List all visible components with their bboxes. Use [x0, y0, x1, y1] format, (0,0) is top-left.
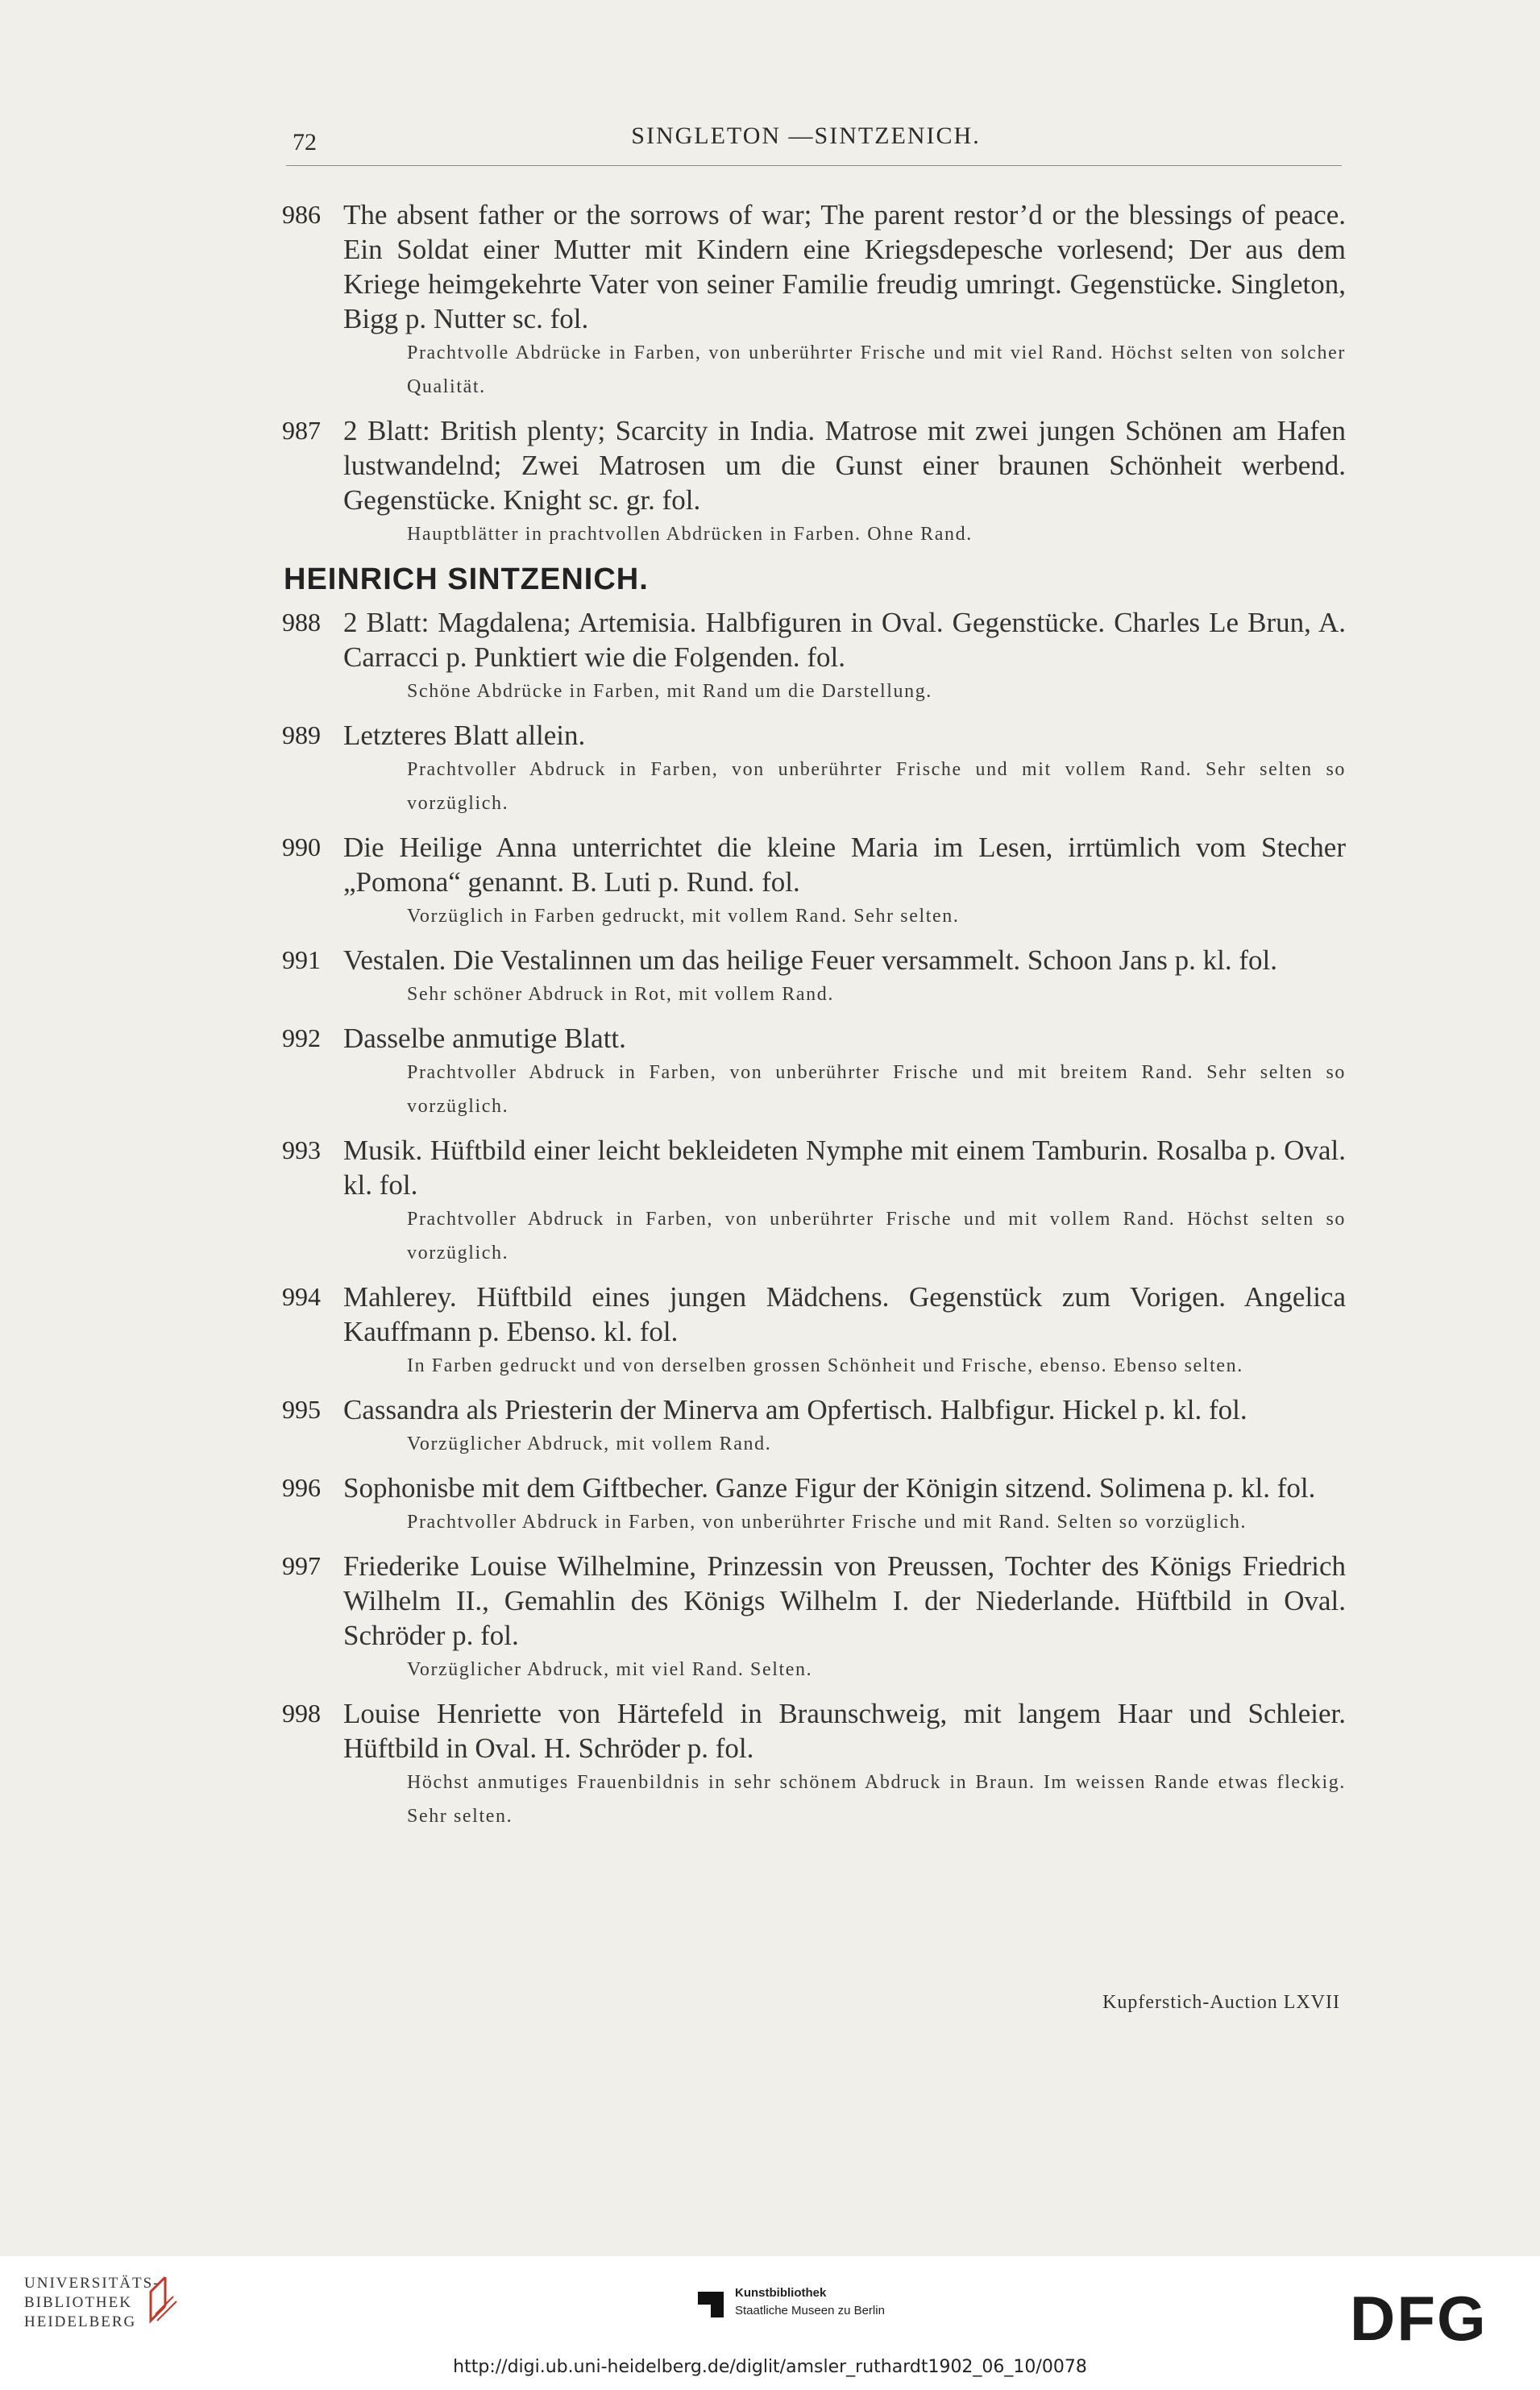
lot-entry — [282, 1549, 1346, 1687]
header-rule — [286, 165, 1342, 166]
lot-number: 992 — [282, 1023, 321, 1052]
lot-condition-note: Prachtvoller Abdruck in Farben, von unberührter Frische und mit vollem Rand. Höchst selten so vorzüglich. — [407, 1209, 1346, 1263]
lot-number: 995 — [282, 1395, 321, 1424]
lot-condition-note: Vorzüglicher Abdruck, mit vollem Rand. — [407, 1434, 772, 1454]
running-head: SINGLETON —SINTZENICH. — [631, 122, 981, 149]
lot-entry — [282, 830, 1346, 933]
lot-list-sintzenich — [282, 605, 1346, 1833]
lot-entry — [282, 1133, 1346, 1270]
lot-number: 997 — [282, 1551, 321, 1580]
lot-condition-note: Vorzüglicher Abdruck, mit viel Rand. Selten. — [407, 1659, 813, 1680]
lot-entry — [282, 1696, 1346, 1833]
lot-entry — [282, 718, 1346, 820]
auction-signature: Kupferstich-Auction LXVII — [1102, 1992, 1340, 2013]
lot-condition-note: In Farben gedruckt und von derselben grossen Schönheit und Frische, ebenso. Ebenso selten. — [407, 1355, 1243, 1376]
heidelberg-library-logo-icon — [141, 2274, 181, 2326]
lot-condition-note: Prachtvoller Abdruck in Farben, von unberührter Frische und mit Rand. Selten so vorzüglich. — [407, 1512, 1247, 1533]
lot-number: 993 — [282, 1135, 321, 1164]
lot-entry — [282, 943, 1346, 1011]
lot-number: 991 — [282, 945, 321, 974]
library-line: UNIVERSITÄTS- — [24, 2275, 160, 2292]
lot-entry — [282, 1280, 1346, 1383]
lot-description: Mahlerey. Hüftbild eines jungen Mädchens. Gegenstück zum Vorigen. Angelica Kauffmann p. Ebenso. kl. fol. — [343, 1281, 1346, 1347]
lot-entry — [282, 605, 1346, 708]
catalogue-content — [282, 197, 1346, 1843]
lot-number: 990 — [282, 832, 321, 861]
lot-condition-note: Höchst anmutiges Frauenbildnis in sehr schönem Abdruck in Braun. Im weissen Rande etwas fleckig. Sehr selten. — [407, 1772, 1346, 1827]
heidelberg-library-text — [24, 2274, 160, 2332]
lot-description: Louise Henriette von Härtefeld in Braunschweig, mit langem Haar und Schleier. Hüftbild in Oval. H. Schröder p. fol. — [343, 1698, 1346, 1764]
lot-number: 988 — [282, 608, 321, 637]
lot-condition-note: Vorzüglich in Farben gedruckt, mit vollem Rand. Sehr selten. — [407, 906, 960, 927]
lot-condition-note: Hauptblätter in prachtvollen Abdrücken in Farben. Ohne Rand. — [407, 524, 973, 545]
lot-number: 989 — [282, 720, 321, 749]
lot-description: Sophonisbe mit dem Giftbecher. Ganze Figur der Königin sitzend. Solimena p. kl. fol. — [343, 1472, 1316, 1504]
library-line: BIBLIOTHEK — [24, 2294, 132, 2311]
permalink[interactable]: http://digi.ub.uni-heidelberg.de/diglit/amsler_ruthardt1902_06_10/0078 — [453, 2357, 1087, 2377]
lot-condition-note: Prachtvolle Abdrücke in Farben, von unberührter Frische und mit viel Rand. Höchst selten von solcher Qualität. — [407, 342, 1346, 397]
lot-number: 987 — [282, 416, 321, 445]
lot-description: Dasselbe anmutige Blatt. — [343, 1023, 626, 1054]
kunstbibliothek-subtitle: Staatliche Museen zu Berlin — [735, 2304, 885, 2317]
lot-condition-note: Schöne Abdrücke in Farben, mit Rand um die Darstellung. — [407, 681, 932, 702]
lot-description: 2 Blatt: Magdalena; Artemisia. Halbfiguren in Oval. Gegenstücke. Charles Le Brun, A. Carracci p. Punktiert wie die Folgenden. fol. — [343, 607, 1346, 673]
lot-description: Letzteres Blatt allein. — [343, 720, 586, 751]
section-heading: HEINRICH SINTZENICH. — [284, 562, 649, 596]
lot-description: Cassandra als Priesterin der Minerva am Opfertisch. Halbfigur. Hickel p. kl. fol. — [343, 1394, 1247, 1425]
lot-number: 996 — [282, 1473, 321, 1502]
lot-condition-note: Prachtvoller Abdruck in Farben, von unberührter Frische und mit vollem Rand. Sehr selten so vorzüglich. — [407, 759, 1346, 814]
lot-number: 994 — [282, 1282, 321, 1311]
lot-description: Musik. Hüftbild einer leicht bekleideten Nymphe mit einem Tamburin. Rosalba p. Oval. kl. fol. — [343, 1135, 1346, 1201]
lot-description: 2 Blatt: British plenty; Scarcity in India. Matrose mit zwei jungen Schönen am Hafen lustwandelnd; Zwei Matrosen um die Gunst einer braunen Schönheit werbend. Gegenstücke. Knight sc. gr. fol. — [343, 415, 1346, 516]
lot-condition-note: Prachtvoller Abdruck in Farben, von unberührter Frische und mit breitem Rand. Sehr selten so vorzüglich. — [407, 1062, 1346, 1117]
lot-list-singleton — [282, 197, 1346, 551]
kunstbibliothek-logo-icon — [695, 2288, 727, 2321]
lot-description: Vestalen. Die Vestalinnen um das heilige Feuer versammelt. Schoon Jans p. kl. fol. — [343, 944, 1277, 976]
lot-entry — [282, 1392, 1346, 1461]
library-line: HEIDELBERG — [24, 2313, 137, 2330]
lot-number: 998 — [282, 1699, 321, 1728]
lot-number: 986 — [282, 200, 321, 229]
lot-entry — [282, 197, 1346, 404]
lot-condition-note: Sehr schöner Abdruck in Rot, mit vollem Rand. — [407, 984, 834, 1005]
lot-entry — [282, 1021, 1346, 1123]
page-number: 72 — [293, 129, 317, 156]
lot-entry — [282, 1471, 1346, 1539]
lot-description: Friederike Louise Wilhelmine, Prinzessin von Preussen, Tochter des Königs Friedrich Wilhelm II., Gemahlin des Königs Wilhelm I. der Niederlande. Hüftbild in Oval. Schröder p. fol. — [343, 1550, 1346, 1651]
kunstbibliothek-text — [735, 2284, 885, 2320]
lot-description: Die Heilige Anna unterrichtet die kleine Maria im Lesen, irrtümlich vom Stecher „Pomona“ genannt. B. Luti p. Rund. fol. — [343, 832, 1346, 898]
lot-description: The absent father or the sorrows of war; The parent restor’d or the blessings of peace. Ein Soldat einer Mutter mit Kindern eine Kriegsdepesche vorlesend; Der aus dem Kriege heimgekehrte Vater von seiner Familie freudig umringt. Gegenstücke. Singleton, Bigg p. Nutter sc. fol. — [343, 199, 1346, 334]
dfg-logo: DFG — [1350, 2283, 1488, 2354]
lot-entry — [282, 413, 1346, 551]
kunstbibliothek-title: Kunstbibliothek — [735, 2286, 827, 2300]
